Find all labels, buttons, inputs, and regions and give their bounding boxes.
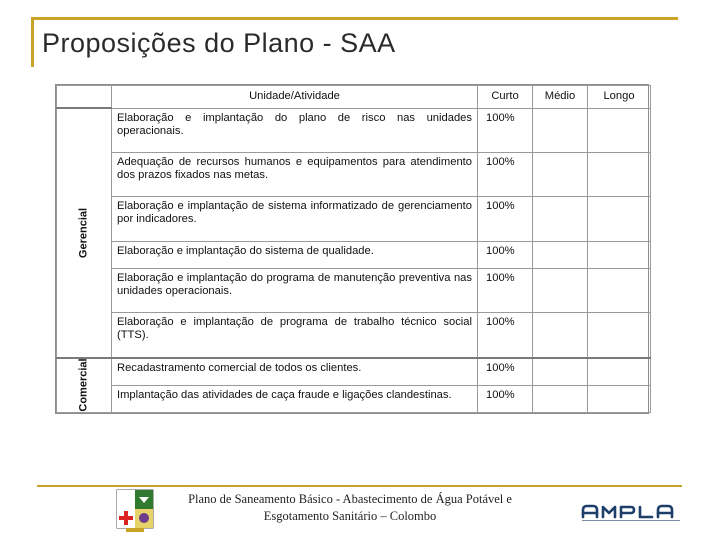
header-medium-term: Médio [533,86,588,109]
activity-cell: Recadastramento comercial de todos os clientes. [112,358,478,386]
coat-of-arms-logo-icon [116,489,154,533]
table-row [57,385,651,412]
short-term-cell: 100% [478,108,533,152]
short-term-cell: 100% [478,241,533,268]
long-term-cell [588,108,651,152]
medium-term-cell [533,108,588,152]
page-title: Proposições do Plano - SAA [42,28,396,58]
activity-cell: Elaboração e implantação de sistema informatizado de gerenciamento por indicadores. [112,197,478,241]
header-long-term: Longo [588,86,651,109]
short-term-cell: 100% [478,313,533,358]
activity-cell: Elaboração e implantação do sistema de qualidade. [112,241,478,268]
table-row [57,152,651,196]
medium-term-cell [533,268,588,312]
footer-divider [37,485,682,487]
long-term-cell [588,313,651,358]
title-frame-top-line [33,17,678,20]
long-term-cell [588,241,651,268]
header-group-cell [57,86,112,109]
medium-term-cell [533,241,588,268]
medium-term-cell [533,385,588,412]
long-term-cell [588,197,651,241]
table-row [57,197,651,241]
activity-cell: Implantação das atividades de caça fraude e ligações clandestinas. [112,385,478,412]
ampla-logo-icon [580,503,684,523]
group-label-gerencial: Gerencial [57,108,112,358]
table-row [57,358,651,386]
table-header-row [57,86,651,109]
activity-cell: Elaboração e implantação do plano de risco nas unidades operacionais. [112,108,478,152]
short-term-cell: 100% [478,197,533,241]
footer-line-2: Esgotamento Sanitário – Colombo [263,509,437,523]
long-term-cell [588,152,651,196]
title-frame-left-line [31,17,34,67]
medium-term-cell [533,313,588,358]
medium-term-cell [533,358,588,386]
footer-line-1: Plano de Saneamento Básico - Abastecimento de Água Potável e [188,492,512,506]
footer-caption [160,491,540,525]
activity-cell: Elaboração e implantação do programa de manutenção preventiva nas unidades operacionais. [112,268,478,312]
long-term-cell [588,385,651,412]
table-row [57,313,651,358]
activity-cell: Elaboração e implantação de programa de trabalho técnico social (TTS). [112,313,478,358]
activity-cell: Adequação de recursos humanos e equipamentos para atendimento dos prazos fixados nas metas. [112,152,478,196]
short-term-cell: 100% [478,358,533,386]
header-short-term: Curto [478,86,533,109]
long-term-cell [588,268,651,312]
table-row [57,108,651,152]
short-term-cell: 100% [478,152,533,196]
group-label-comercial: Comercial [57,358,112,413]
medium-term-cell [533,152,588,196]
header-activity: Unidade/Atividade [112,86,478,109]
long-term-cell [588,358,651,386]
medium-term-cell [533,197,588,241]
proposals-table [55,84,649,414]
short-term-cell: 100% [478,268,533,312]
table-row [57,241,651,268]
short-term-cell: 100% [478,385,533,412]
table-row [57,268,651,312]
